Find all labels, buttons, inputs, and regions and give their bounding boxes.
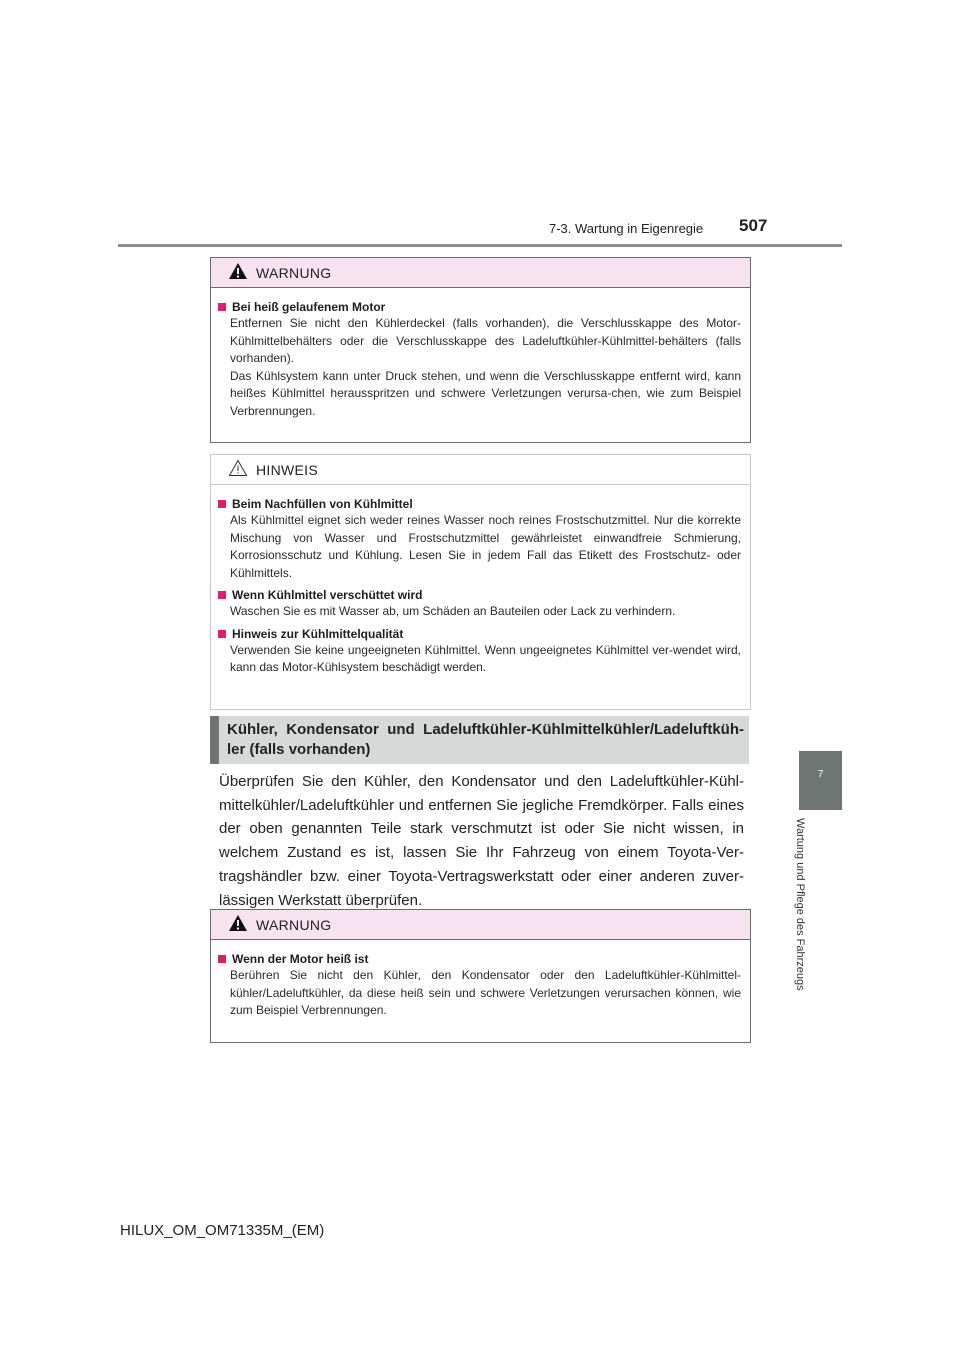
warning-box-body xyxy=(211,288,750,420)
warning-item-heading xyxy=(218,299,741,315)
note-item-text: Als Kühlmittel eignet sich weder reines Wasser noch reines Frostschutzmittel. Nur die korrekte Mischung von Wasser und Frostschutzmittel gewährleistet einwandfreie Schmierung, Korrosionsschutz und Kühlung. Lesen Sie in jedem Fall das Etikett des Frostschutz- oder Kühlmittels. xyxy=(230,513,741,580)
note-box-header xyxy=(211,455,750,485)
warning-item-heading xyxy=(218,951,741,967)
chapter-label: Wartung und Pflege des Fahrzeugs xyxy=(794,818,806,991)
warning-item-heading-text: Wenn der Motor heiß ist xyxy=(232,952,369,966)
caution-triangle-outline-icon xyxy=(228,459,248,477)
section-title: Kühler, Kondensator und Ladeluftkühler-Kühlmittelkühler/Ladeluftküh-ler (falls vorhanden) xyxy=(227,721,744,758)
page-number: 507 xyxy=(739,216,768,235)
note-item-heading xyxy=(218,496,741,512)
note-item-heading xyxy=(218,626,741,642)
note-box-body xyxy=(211,485,750,677)
section-body-paragraph: Überprüfen Sie den Kühler, den Kondensator und den Ladeluftkühler-Kühl-mittelkühler/Ladeluftkühler und entfernen Sie jegliche Fremdkörper. Falls eines der oben genannten Teile stark verschmutzt ist oder Sie nicht wissen, in welchem Zustand es ist, lassen Sie Ihr Fahrzeug von einem Toyota-Ver-tragshändler bzw. einer Toyota-Vertragswerkstatt oder einer anderen zuver-lässigen Werkstatt überprüfen. xyxy=(219,773,744,909)
warning-box-hot-engine xyxy=(210,257,751,443)
note-item-heading-text: Hinweis zur Kühlmittelqualität xyxy=(232,626,404,641)
bullet-square-icon xyxy=(218,303,226,311)
warning-item-heading-text: Bei heiß gelaufenem Motor xyxy=(232,300,386,314)
bullet-square-icon xyxy=(218,630,226,638)
section-heading-bar xyxy=(210,716,749,764)
header-section-title: 7-3. Wartung in Eigenregie xyxy=(549,221,704,236)
note-item-heading-text: Beim Nachfüllen von Kühlmittel xyxy=(232,497,413,511)
note-item-heading xyxy=(218,587,741,603)
bullet-square-icon xyxy=(218,591,226,599)
warning-box-body xyxy=(211,940,750,1020)
warning-title: WARNUNG xyxy=(256,917,332,933)
warning-triangle-icon xyxy=(228,914,248,932)
note-box-coolant xyxy=(210,454,751,710)
bullet-square-icon xyxy=(218,500,226,508)
warning-title: WARNUNG xyxy=(256,265,332,281)
chapter-number: 7 xyxy=(817,769,824,780)
warning-item-text: Berühren Sie nicht den Kühler, den Kondensator oder den Ladeluftkühler-Kühlmittel-kühler/Ladeluftkühler, da diese heiß sein und schwere Verletzungen verursachen können, wie zum Beispiel Verbrennungen. xyxy=(230,968,741,1017)
note-item-text: Waschen Sie es mit Wasser ab, um Schäden an Bauteilen oder Lack zu verhindern. xyxy=(230,604,676,618)
chapter-tab xyxy=(799,751,842,810)
warning-box-header xyxy=(211,910,750,940)
bullet-square-icon xyxy=(218,955,226,963)
note-item-text: Verwenden Sie keine ungeeigneten Kühlmittel. Wenn ungeeignetes Kühlmittel ver-wendet wird, kann das Motor-Kühlsystem beschädigt werden. xyxy=(230,642,741,674)
warning-triangle-icon xyxy=(228,262,248,280)
note-title: HINWEIS xyxy=(256,462,318,478)
document-code: HILUX_OM_OM71335M_(EM) xyxy=(120,1222,325,1239)
warning-box-header xyxy=(211,258,750,288)
note-item-heading-text: Wenn Kühlmittel verschüttet wird xyxy=(232,588,423,602)
warning-box-hot-motor xyxy=(210,909,751,1043)
warning-item-text-2: Das Kühlsystem kann unter Druck stehen, und wenn die Verschlusskappe entfernt wird, kann heißes Kühlmittel herausspritzen und schwere Verletzungen verursa-chen, wie zum Beispiel Verbrennungen. xyxy=(230,368,741,418)
warning-item-text: Entfernen Sie nicht den Kühlerdeckel (falls vorhanden), die Verschlusskappe des Motor-Kühlmittelbehälters oder die Verschlusskappe des Ladeluftkühler-Kühlmittel-behälters (falls vorhanden). xyxy=(230,316,741,365)
header-divider xyxy=(118,244,842,247)
